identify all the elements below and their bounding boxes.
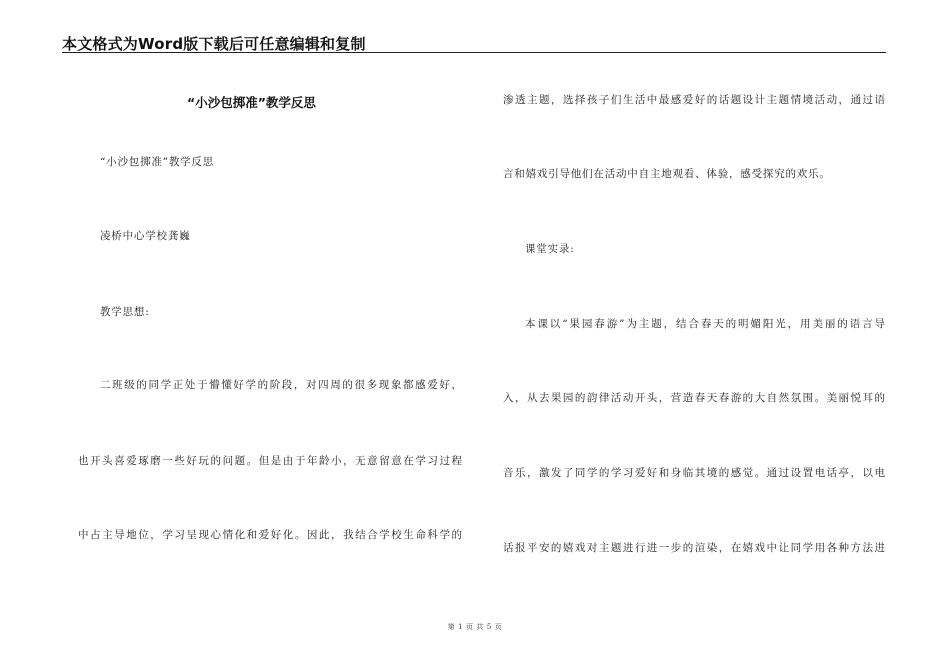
banner-divider [62,52,886,53]
paragraph-line: 也开头喜爱琢磨一些好玩的问题。但是由于年龄小，无意留意在学习过程 [78,455,462,467]
paragraph-line: 入，从去果园的韵律活动开头，营造春天春游的大自然氛围。美丽悦耳的 [503,392,885,404]
paragraph-line: 渗透主题，选择孩子们生活中最感爱好的话题设计主题情境活动，通过语 [503,94,885,106]
paragraph-line: 教学思想: [100,306,150,318]
paragraph-line: 言和嬉戏引导他们在活动中自主地观看、体验，感受探究的欢乐。 [503,168,831,180]
page-number: 第 1 页 共 5 页 [447,623,503,631]
paragraph-line: 音乐，激发了同学的学习爱好和身临其境的感觉。通过设置电话亭，以电 [503,467,885,479]
paragraph-line: 二班级的同学正处于懵懂好学的阶段，对四周的很多现象都感爱好， [100,379,462,391]
paragraph-line: 凌桥中心学校龚巍 [100,230,191,242]
paragraph-line: 本课以“果园春游”为主题，结合春天的明媚阳光，用美丽的语言导 [525,318,885,330]
section-heading: 课堂实录: [525,243,575,255]
paragraph-line: “小沙包掷准”教学反思 [100,156,215,168]
paragraph-line: 话报平安的嬉戏对主题进行进一步的渲染，在嬉戏中让同学用各种方法进 [503,542,885,554]
document-banner: 本文格式为Word版下载后可任意编辑和复制 [62,35,366,53]
paragraph-line: 中占主导地位，学习呈现心情化和爱好化。因此，我结合学校生命科学的 [78,529,462,541]
page-title: “小沙包掷准”教学反思 [187,95,316,110]
